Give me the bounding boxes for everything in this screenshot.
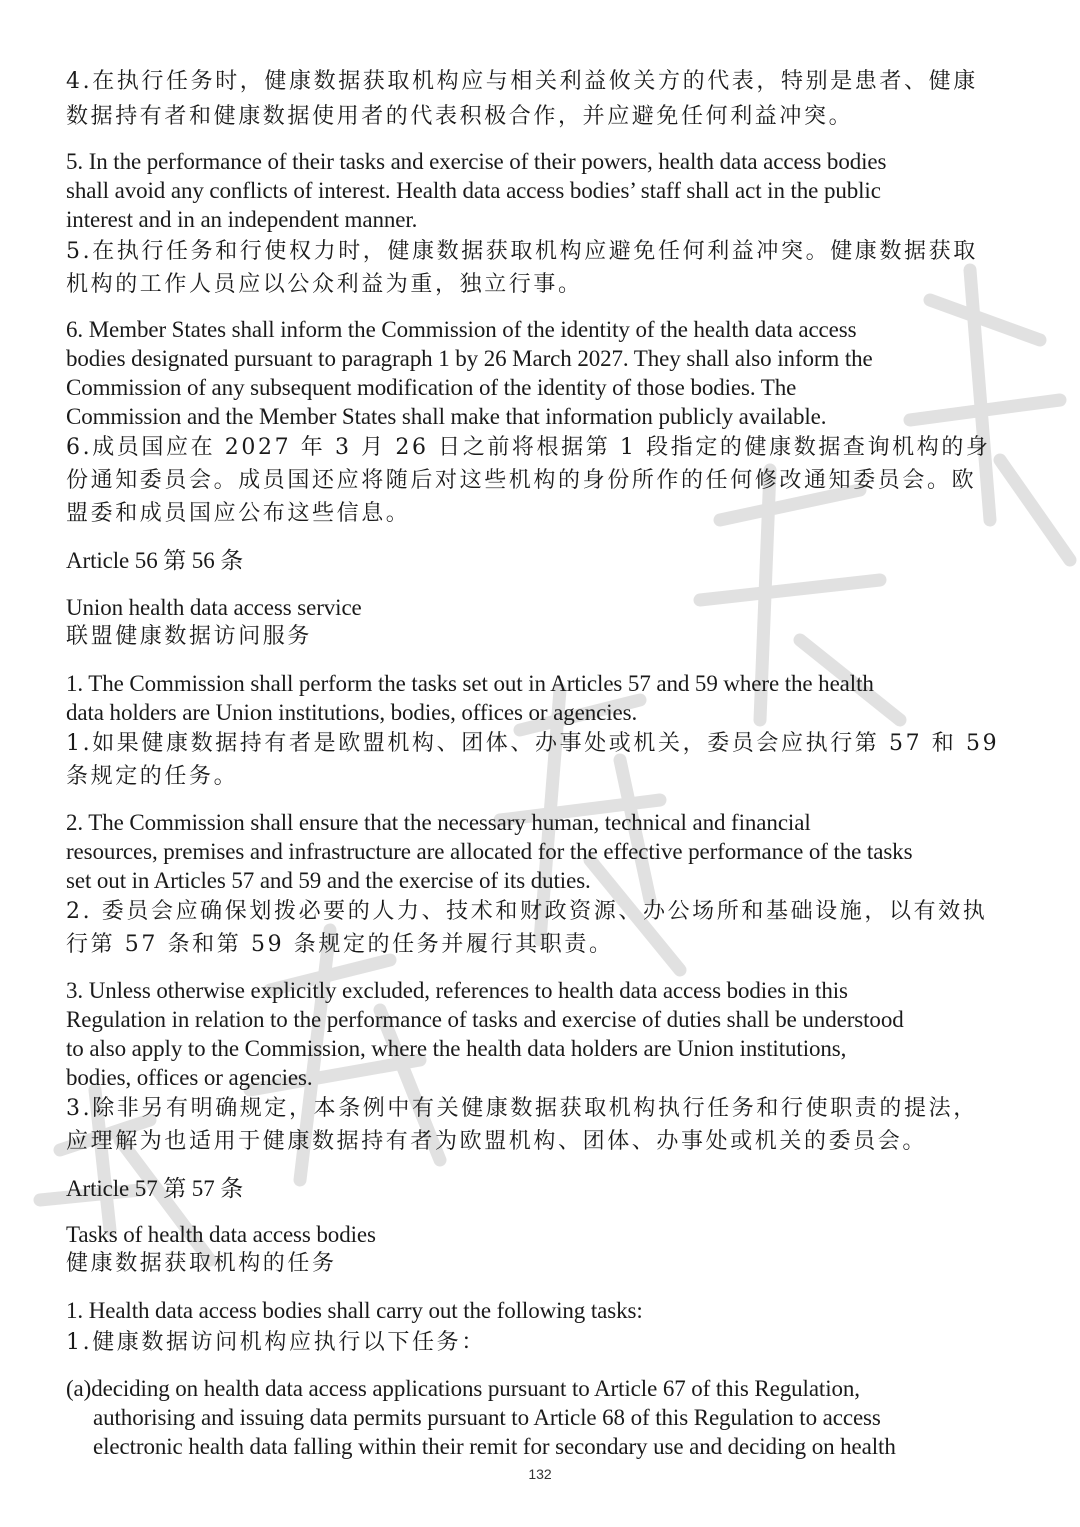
text-line: 4.在执行任务时，健康数据获取机构应与相关利益攸关方的代表，特别是患者、健康 xyxy=(66,69,978,94)
text-line: 1.如果健康数据持有者是欧盟机构、团体、办事处或机关，委员会应执行第 57 和 59 xyxy=(66,731,1000,756)
text-line: 应理解为也适用于健康数据持有者为欧盟机构、团体、办事处或机关的委员会。 xyxy=(66,1129,928,1154)
article-title-en: Tasks of health data access bodies xyxy=(66,1222,376,1247)
text-line: to also apply to the Commission, where the health data holders are Union institutions, xyxy=(66,1036,847,1061)
text-line: 2. 委员会应确保划拨必要的人力、技术和财政资源、办公场所和基础设施，以有效执 xyxy=(66,899,988,924)
text-line: 行第 57 条和第 59 条规定的任务并履行其职责。 xyxy=(66,932,614,957)
text-line: authorising and issuing data permits pursuant to Article 68 of this Regulation to access xyxy=(93,1405,881,1430)
text-line: (a)deciding on health data access applications pursuant to Article 67 of this Regulation, xyxy=(66,1376,860,1401)
text-line: shall avoid any conflicts of interest. Health data access bodies’ staff shall act in the public xyxy=(66,178,881,203)
article-title-en: Union health data access service xyxy=(66,595,362,620)
text-line: data holders are Union institutions, bodies, offices or agencies. xyxy=(66,700,638,725)
text-line: set out in Articles 57 and 59 and the exercise of its duties. xyxy=(66,868,591,893)
text-line: 2. The Commission shall ensure that the necessary human, technical and financial xyxy=(66,810,811,835)
article-title-zh: 联盟健康数据访问服务 xyxy=(66,624,313,649)
text-line: bodies designated pursuant to paragraph 1 by 26 March 2027. They shall also inform the xyxy=(66,346,873,371)
article-heading: Article 57 第 57 条 xyxy=(66,1176,244,1201)
text-line: 条规定的任务。 xyxy=(66,764,239,789)
text-line: 数据持有者和健康数据使用者的代表积极合作，并应避免任何利益冲突。 xyxy=(66,104,854,129)
text-line: Commission of any subsequent modification of the identity of those bodies. The xyxy=(66,375,797,400)
text-line: 盟委和成员国应公布这些信息。 xyxy=(66,501,411,526)
text-line: 3. Unless otherwise explicitly excluded, references to health data access bodies in this xyxy=(66,978,848,1003)
text-line: Commission and the Member States shall make that information publicly available. xyxy=(66,404,827,429)
text-line: Regulation in relation to the performance of tasks and exercise of duties shall be understood xyxy=(66,1007,904,1032)
text-line: 份通知委员会。成员国还应将随后对这些机构的身份所作的任何修改通知委员会。欧 xyxy=(66,468,977,493)
text-line: 3.除非另有明确规定，本条例中有关健康数据获取机构执行任务和行使职责的提法， xyxy=(66,1096,978,1121)
text-line: 1. Health data access bodies shall carry out the following tasks: xyxy=(66,1298,643,1323)
text-line: resources, premises and infrastructure are allocated for the effective performance of the tasks xyxy=(66,839,913,864)
text-line: 5.在执行任务和行使权力时，健康数据获取机构应避免任何利益冲突。健康数据获取 xyxy=(66,239,978,264)
text-line: 1. The Commission shall perform the tasks set out in Articles 57 and 59 where the health xyxy=(66,671,874,696)
text-line: 6.成员国应在 2027 年 3 月 26 日之前将根据第 1 段指定的健康数据查询机构的身 xyxy=(66,435,991,460)
article-title-zh: 健康数据获取机构的任务 xyxy=(66,1251,337,1276)
article-heading: Article 56 第 56 条 xyxy=(66,548,244,573)
text-line: electronic health data falling within their remit for secondary use and deciding on health xyxy=(93,1434,896,1459)
page-number: 132 xyxy=(528,1466,552,1482)
text-line: bodies, offices or agencies. xyxy=(66,1065,313,1090)
text-line: 5. In the performance of their tasks and exercise of their powers, health data access bodies xyxy=(66,149,887,174)
text-line: 机构的工作人员应以公众利益为重，独立行事。 xyxy=(66,272,583,297)
text-line: 1.健康数据访问机构应执行以下任务： xyxy=(66,1330,486,1355)
text-line: interest and in an independent manner. xyxy=(66,207,418,232)
text-line: 6. Member States shall inform the Commission of the identity of the health data access xyxy=(66,317,857,342)
